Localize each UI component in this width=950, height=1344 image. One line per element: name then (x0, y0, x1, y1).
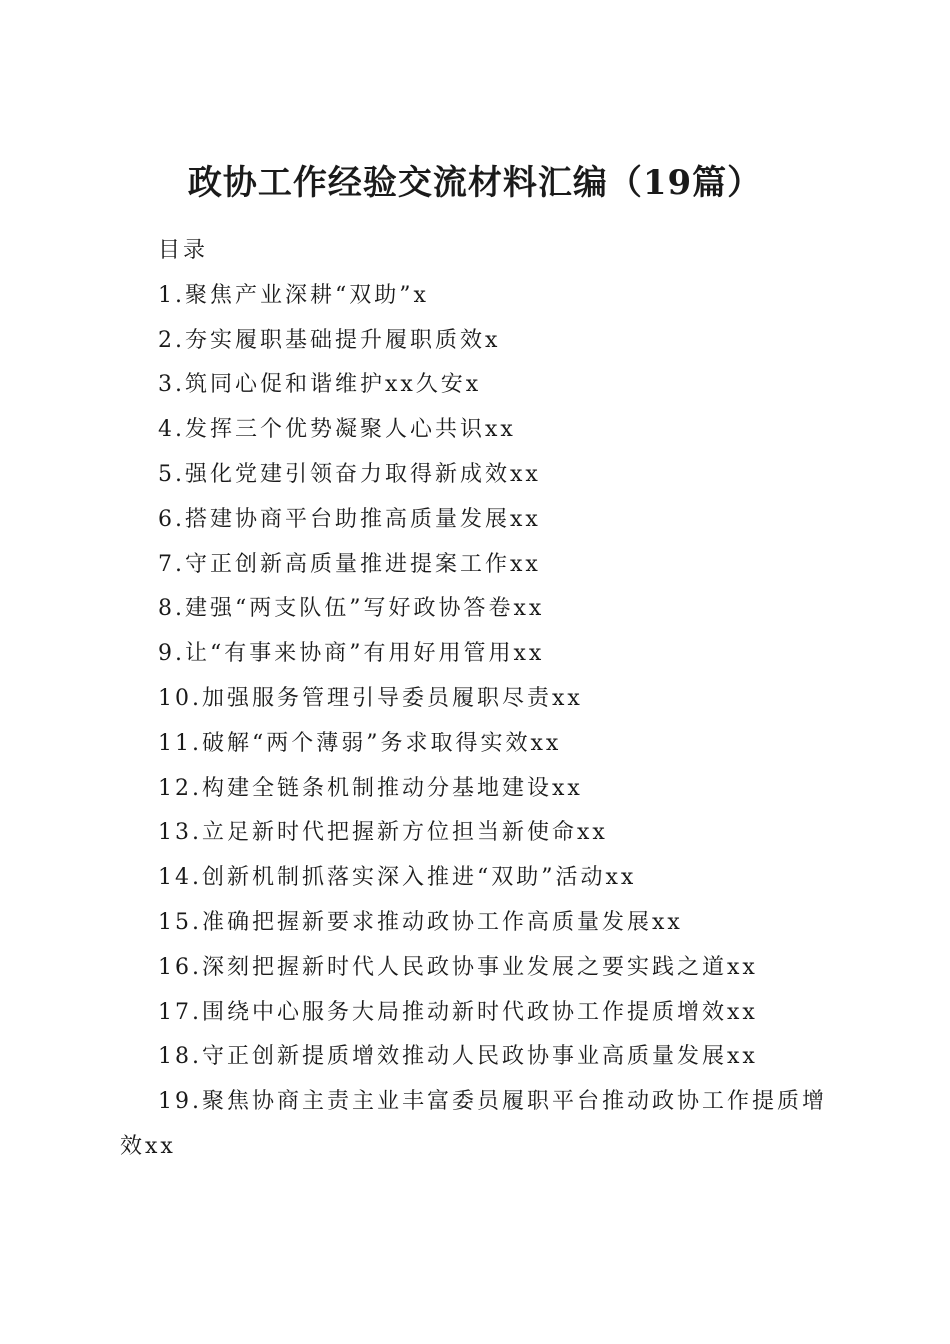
document-title: 政协工作经验交流材料汇编（19篇） (187, 162, 763, 203)
toc-item: 13.立足新时代把握新方位担当新使命xx (158, 820, 608, 846)
toc-item: 10.加强服务管理引导委员履职尽责xx (158, 685, 583, 711)
toc-item: 12.构建全链条机制推动分基地建设xx (158, 775, 583, 801)
toc-item: 2.夯实履职基础提升履职质效x (158, 327, 501, 353)
toc-heading: 目录 (158, 238, 209, 263)
toc-item: 19.聚焦协商主责主业丰富委员履职平台推动政协工作提质增效xx (120, 1089, 827, 1159)
toc-item: 8.建强“两支队伍”写好政协答卷xx (158, 596, 545, 622)
toc-item: 5.强化党建引领奋力取得新成效xx (158, 461, 541, 487)
toc-item: 7.守正创新高质量推进提案工作xx (158, 551, 541, 577)
toc-item: 18.守正创新提质增效推动人民政协事业高质量发展xx (158, 1044, 758, 1070)
toc-item: 14.创新机制抓落实深入推进“双助”活动xx (158, 865, 637, 891)
toc-item: 9.让“有事来协商”有用好用管用xx (158, 641, 545, 667)
toc-list (120, 274, 830, 1170)
toc-item: 15.准确把握新要求推动政协工作高质量发展xx (158, 909, 683, 935)
toc-item: 17.围绕中心服务大局推动新时代政协工作提质增效xx (158, 999, 758, 1025)
toc-item: 11.破解“两个薄弱”务求取得实效xx (158, 730, 562, 756)
toc-item: 4.发挥三个优势凝聚人心共识xx (158, 417, 516, 443)
toc-item: 6.搭建协商平台助推高质量发展xx (158, 506, 541, 532)
toc-item: 1.聚焦产业深耕“双助”x (158, 282, 429, 308)
toc-item: 3.筑同心促和谐维护xx久安x (158, 372, 482, 398)
table-of-contents (120, 229, 830, 1170)
toc-item: 16.深刻把握新时代人民政协事业发展之要实践之道xx (158, 954, 758, 980)
